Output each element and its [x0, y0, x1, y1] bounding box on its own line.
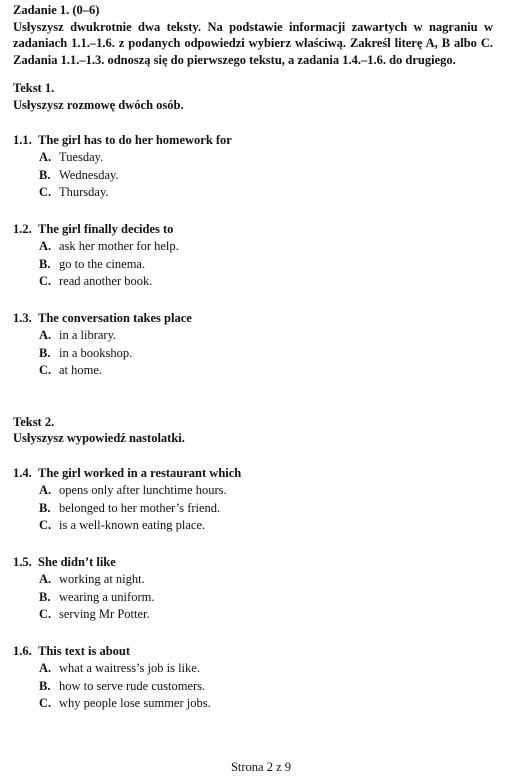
- question-number: 1.4.: [13, 465, 32, 480]
- option-letter: B.: [39, 345, 51, 360]
- option-text: Tuesday.: [59, 150, 104, 165]
- answer-option[interactable]: [13, 149, 493, 167]
- option-letter: B.: [39, 589, 51, 604]
- option-text: Thursday.: [59, 185, 109, 200]
- question-1-3: [13, 310, 493, 380]
- text-1-questions: [13, 132, 493, 380]
- option-text: go to the cinema.: [59, 256, 146, 271]
- question-text: The girl has to do her homework for: [38, 132, 232, 147]
- answer-option[interactable]: [13, 256, 493, 274]
- option-letter: B.: [39, 500, 51, 515]
- answer-option[interactable]: [13, 345, 493, 363]
- answer-option[interactable]: [13, 167, 493, 185]
- question-1-4: [13, 465, 493, 535]
- option-letter: A.: [39, 239, 52, 254]
- question-1-1: [13, 132, 493, 202]
- option-letter: A.: [39, 150, 52, 165]
- answer-option[interactable]: [13, 589, 493, 607]
- option-text: in a bookshop.: [59, 345, 133, 360]
- question-number: 1.2.: [13, 221, 32, 236]
- question-1-5: [13, 554, 493, 624]
- answer-option[interactable]: [13, 327, 493, 345]
- option-letter: C.: [39, 518, 52, 533]
- question-number: 1.5.: [13, 554, 32, 569]
- option-text: at home.: [59, 363, 103, 378]
- option-text: working at night.: [59, 572, 145, 587]
- text-2-questions: [13, 465, 493, 713]
- option-text: read another book.: [59, 274, 153, 289]
- text-1-title: Tekst 1.: [13, 81, 55, 96]
- question-text: The girl worked in a restaurant which: [38, 465, 242, 480]
- text-1-section: [13, 80, 493, 379]
- answer-option[interactable]: [13, 660, 493, 678]
- question-1-6: [13, 643, 493, 713]
- text-2-title: Tekst 2.: [13, 414, 55, 429]
- option-letter: C.: [39, 363, 52, 378]
- task-title: Zadanie 1. (0–6): [13, 3, 100, 17]
- option-text: ask her mother for help.: [59, 239, 179, 254]
- option-letter: B.: [39, 256, 51, 271]
- answer-option[interactable]: [13, 184, 493, 202]
- option-text: opens only after lunchtime hours.: [59, 483, 227, 498]
- option-letter: A.: [39, 661, 52, 676]
- text-2-section: [13, 414, 493, 713]
- question-stem: [13, 132, 493, 150]
- question-text: This text is about: [38, 643, 131, 658]
- question-stem: [13, 221, 493, 239]
- option-letter: B.: [39, 678, 51, 693]
- option-letter: C.: [39, 274, 52, 289]
- answer-option[interactable]: [13, 571, 493, 589]
- answer-option[interactable]: [13, 606, 493, 624]
- question-number: 1.1.: [13, 132, 32, 147]
- text-2-subtitle: Usłyszysz wypowiedź nastolatki.: [13, 431, 185, 446]
- option-letter: C.: [39, 696, 52, 711]
- question-stem: [13, 310, 493, 328]
- option-letter: A.: [39, 572, 52, 587]
- question-stem: [13, 554, 493, 572]
- answer-option[interactable]: [13, 500, 493, 518]
- option-text: is a well-known eating place.: [59, 518, 206, 533]
- answer-option[interactable]: [13, 238, 493, 256]
- option-letter: A.: [39, 483, 52, 498]
- question-text: She didn’t like: [38, 554, 116, 569]
- answer-option[interactable]: [13, 695, 493, 713]
- question-number: 1.3.: [13, 310, 32, 325]
- page-number: Strona 2 z 9: [230, 760, 292, 774]
- question-number: 1.6.: [13, 643, 32, 658]
- question-stem: [13, 465, 493, 483]
- answer-option[interactable]: [13, 482, 493, 500]
- exam-page: [13, 2, 493, 713]
- question-1-2: [13, 221, 493, 291]
- answer-option[interactable]: [13, 517, 493, 535]
- option-text: why people lose summer jobs.: [59, 696, 211, 711]
- option-text: what a waitress’s job is like.: [59, 661, 200, 676]
- task-instruction: Usłyszysz dwukrotnie dwa teksty. Na podstawie informacji zawartych w nagraniu w zadaniach 1.1.–1.6. z podanych odpowiedzi wybierz właściwą. Zakreśl literę A, B albo C. Zadania 1.1.–1.3. odnoszą się do pierwszego tekstu, a zadania 1.4.–1.6. do drugiego.: [13, 19, 493, 67]
- answer-option[interactable]: [13, 362, 493, 380]
- option-text: how to serve rude customers.: [59, 678, 206, 693]
- option-text: in a library.: [59, 328, 117, 343]
- option-letter: C.: [39, 607, 52, 622]
- text-1-subtitle: Usłyszysz rozmowę dwóch osób.: [13, 97, 184, 112]
- option-text: serving Mr Potter.: [59, 607, 150, 622]
- question-text: The conversation takes place: [38, 310, 192, 325]
- answer-option[interactable]: [13, 678, 493, 696]
- question-text: The girl finally decides to: [38, 221, 174, 236]
- question-stem: [13, 643, 493, 661]
- option-letter: B.: [39, 167, 51, 182]
- option-letter: C.: [39, 185, 52, 200]
- answer-option[interactable]: [13, 273, 493, 291]
- option-text: wearing a uniform.: [59, 589, 155, 604]
- option-letter: A.: [39, 328, 52, 343]
- option-text: Wednesday.: [59, 167, 119, 182]
- option-text: belonged to her mother’s friend.: [59, 500, 221, 515]
